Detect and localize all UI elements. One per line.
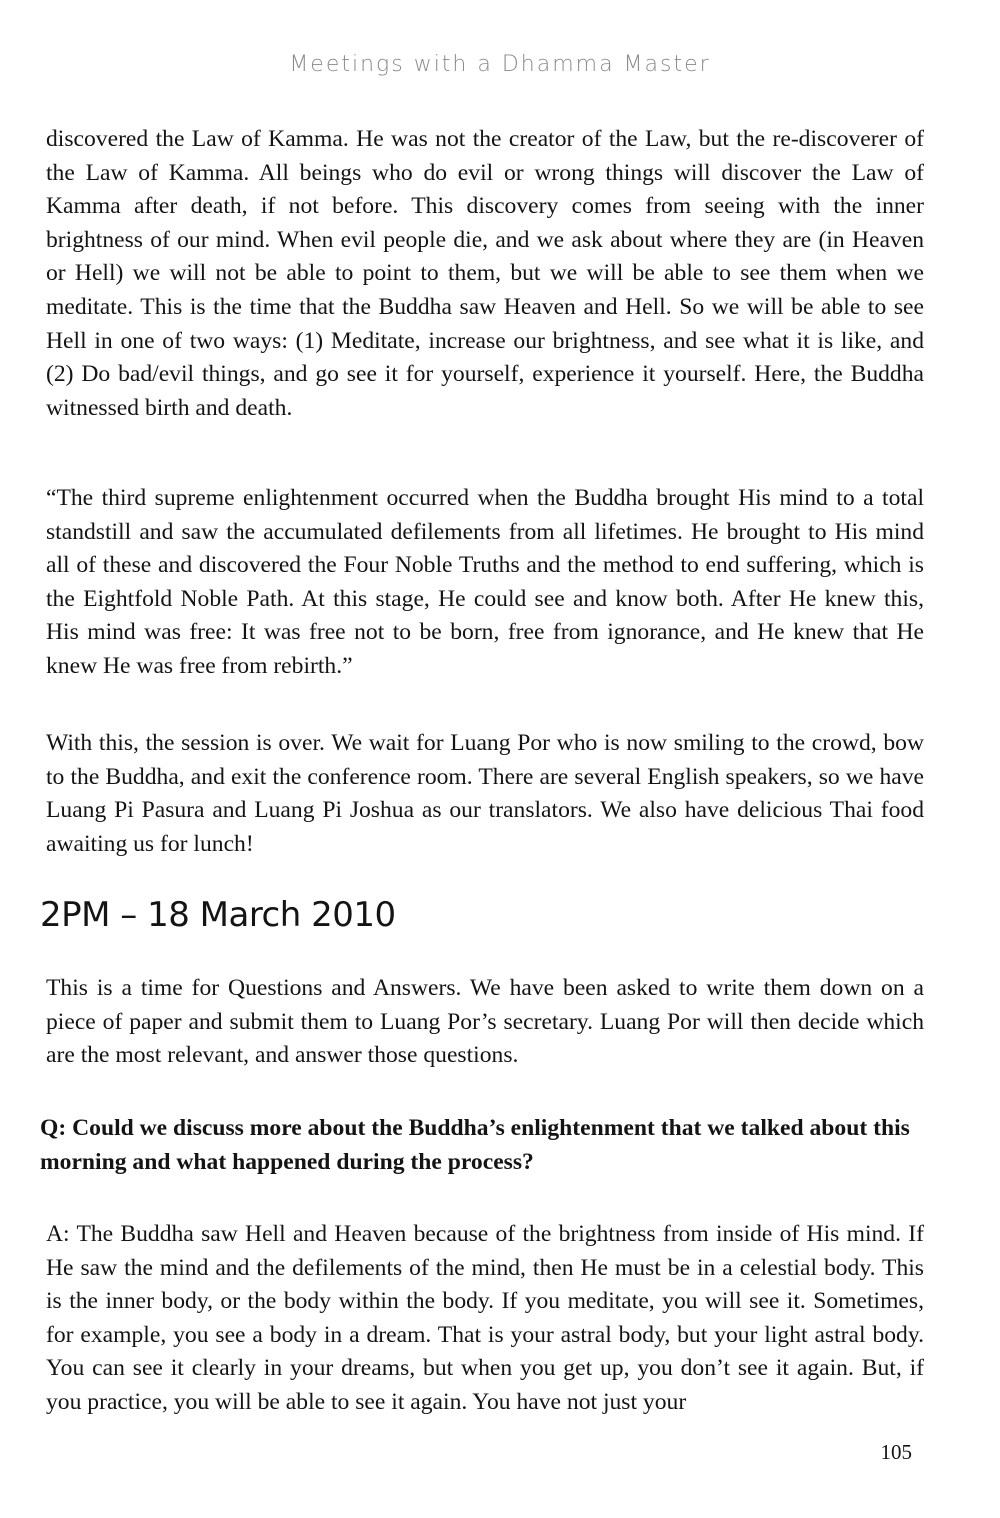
paragraph-law-of-kamma: discovered the Law of Kamma. He was not the creator of the Law, but the re-discoverer of the Law of Kamma. All beings who do evil or wrong things will discover the Law of Kamma after death, if not before. This discovery comes from seeing with the inner brightness of our mind. When evil people die, and we ask about where they are (in Heaven or Hell) we will not be able to point to them, but we will be able to see them when we meditate. This is the time that the Buddha saw Heaven and Hell. So we will be able to see Hell in one of two ways: (1) Meditate, increase our brightness, and see what it is like, and (2) Do bad/evil things, and go see it for yourself, experience it yourself. Here, the Buddha witnessed birth and death.: [46, 126, 924, 421]
running-head: Meetings with a Dhamma Master: [289, 52, 711, 77]
page-number: 105: [880, 1440, 912, 1464]
answer-text: A: The Buddha saw Hell and Heaven because of the brightness from inside of His mind. If He saw the mind and the defilements of the mind, then He must be in a celestial body. This is the inner body, or the body within the body. If you meditate, you will see it. Sometimes, for example, you see a body in a dream. That is your astral body, but your light astral body. You can see it clearly in your dreams, but when you get up, you don’t see it again. But, if you practice, you will be able to see it again. You have not just your: [46, 1221, 924, 1415]
question-text: Q: Could we discuss more about the Buddha’s enlightenment that we talked about this morning and what happened during the process?: [40, 1115, 910, 1175]
paragraph-qa-intro: This is a time for Questions and Answers. We have been asked to write them down on a piece of paper and submit them to Luang Por’s secretary. Luang Por will then decide which are the most relevant, and answer those questions.: [46, 975, 924, 1069]
section-heading: 2PM – 18 March 2010: [40, 895, 396, 935]
paragraph-session-over: With this, the session is over. We wait for Luang Por who is now smiling to the crowd, bow to the Buddha, and exit the conference room. There are several English speakers, so we have Luang Pi Pasura and Luang Pi Joshua as our translators. We also have delicious Thai food awaiting us for lunch!: [46, 730, 924, 857]
paragraph-third-enlightenment: “The third supreme enlightenment occurred when the Buddha brought His mind to a total standstill and saw the accumulated defilements from all lifetimes. He brought to His mind all of these and discovered the Four Noble Truths and the method to end suffering, which is the Eightfold Noble Path. At this stage, He could see and know both. After He knew this, His mind was free: It was free not to be born, free from ignorance, and He knew that He knew He was free from rebirth.”: [46, 485, 924, 679]
